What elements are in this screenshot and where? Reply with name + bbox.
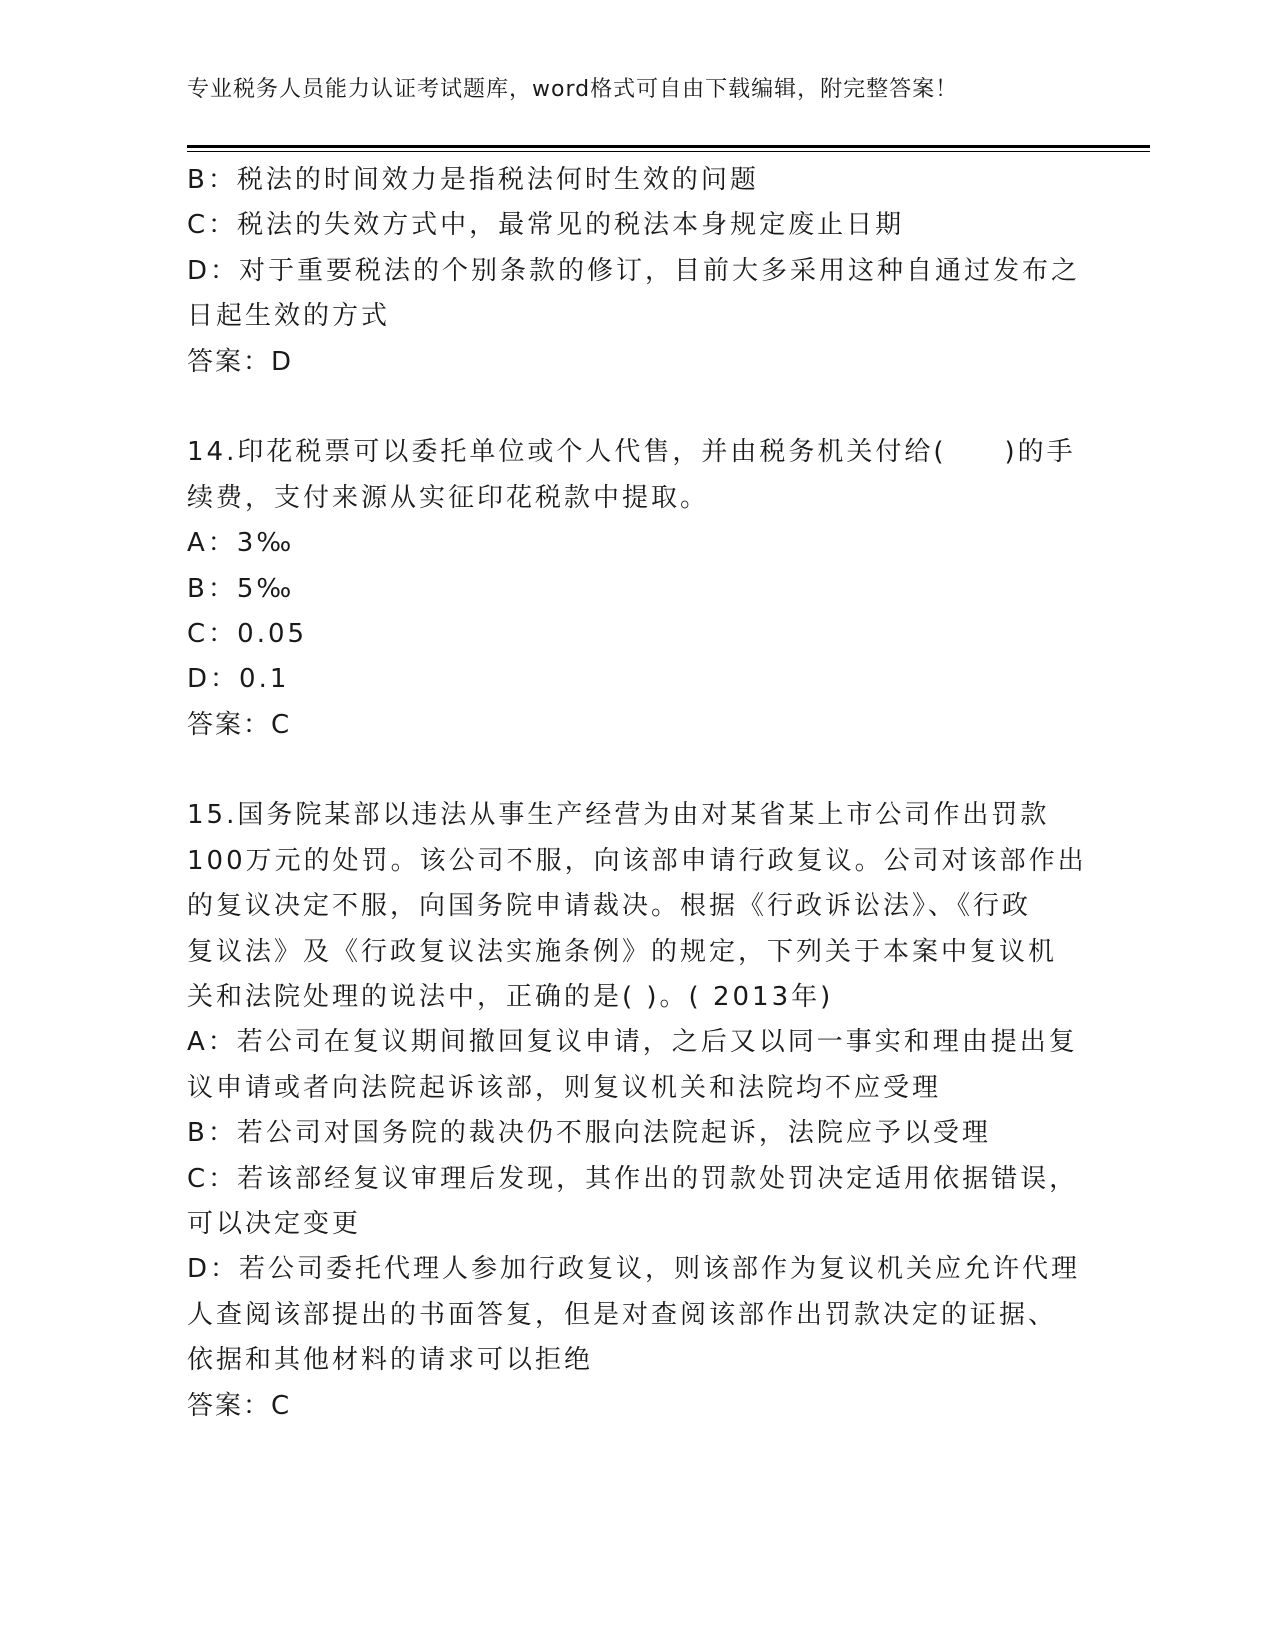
page-header: 专业税务人员能力认证考试题库，word格式可自由下载编辑，附完整答案！ — [187, 77, 959, 102]
option-c: C：若该部经复议审理后发现，其作出的罚款处罚决定适用依据错误， — [187, 1163, 1079, 1194]
option-b: B：税法的时间效力是指税法何时生效的问题 — [187, 165, 759, 195]
document-body — [187, 158, 1087, 1429]
header-rule-thin — [187, 151, 1150, 152]
option-c-cont: 可以决定变更 — [187, 1208, 362, 1239]
answer: 答案：C — [187, 1390, 292, 1421]
answer: 答案：C — [187, 709, 292, 740]
option-d-cont: 人查阅该部提出的书面答复，但是对查阅该部作出罚款决定的证据、 — [187, 1299, 1058, 1330]
question-13-tail — [187, 158, 1087, 385]
option-d: D：若公司委托代理人参加行政复议，则该部作为复议机关应允许代理 — [187, 1254, 1081, 1285]
spacer — [187, 385, 1087, 430]
option-c: C：税法的失效方式中，最常见的税法本身规定废止日期 — [187, 210, 905, 241]
option-d: D：对于重要税法的个别条款的修订，目前大多采用这种自通过发布之 — [187, 255, 1081, 286]
question-15 — [187, 793, 1087, 1428]
question-stem: 14.印花税票可以委托单位或个人代售，并由税务机关付给( )的手 — [187, 437, 1076, 468]
option-d-cont: 依据和其他材料的请求可以拒绝 — [187, 1345, 594, 1376]
header-rule-thick — [187, 145, 1150, 148]
option-a: A：若公司在复议期间撤回复议申请，之后又以同一事实和理由提出复 — [187, 1027, 1078, 1058]
answer: 答案：D — [187, 346, 294, 377]
question-stem-cont: 关和法院处理的说法中，正确的是( )。( 2013年) — [187, 982, 834, 1013]
question-stem-cont: 的复议决定不服，向国务院申请裁决。根据《行政诉讼法》、《行政 — [187, 891, 1032, 922]
spacer — [187, 748, 1087, 793]
option-b: B：若公司对国务院的裁决仍不服向法院起诉，法院应予以受理 — [187, 1118, 991, 1149]
question-stem-cont: 复议法》及《行政复议法实施条例》的规定，下列关于本案中复议机 — [187, 936, 1058, 967]
question-stem-cont: 续费，支付来源从实征印花税款中提取。 — [187, 482, 710, 513]
option-a-cont: 议申请或者向法院起诉该部，则复议机关和法院均不应受理 — [187, 1072, 942, 1103]
option-c: C：0.05 — [187, 618, 308, 649]
option-a: A：3‰ — [187, 528, 295, 559]
question-14 — [187, 430, 1087, 748]
option-d: D：0.1 — [187, 664, 290, 695]
question-stem: 15.国务院某部以违法从事生产经营为由对某省某上市公司作出罚款 — [187, 800, 1050, 831]
question-stem-cont: 100万元的处罚。该公司不服，向该部申请行政复议。公司对该部作出 — [187, 845, 1087, 876]
option-d-cont: 日起生效的方式 — [187, 301, 391, 332]
option-b: B：5‰ — [187, 573, 295, 604]
